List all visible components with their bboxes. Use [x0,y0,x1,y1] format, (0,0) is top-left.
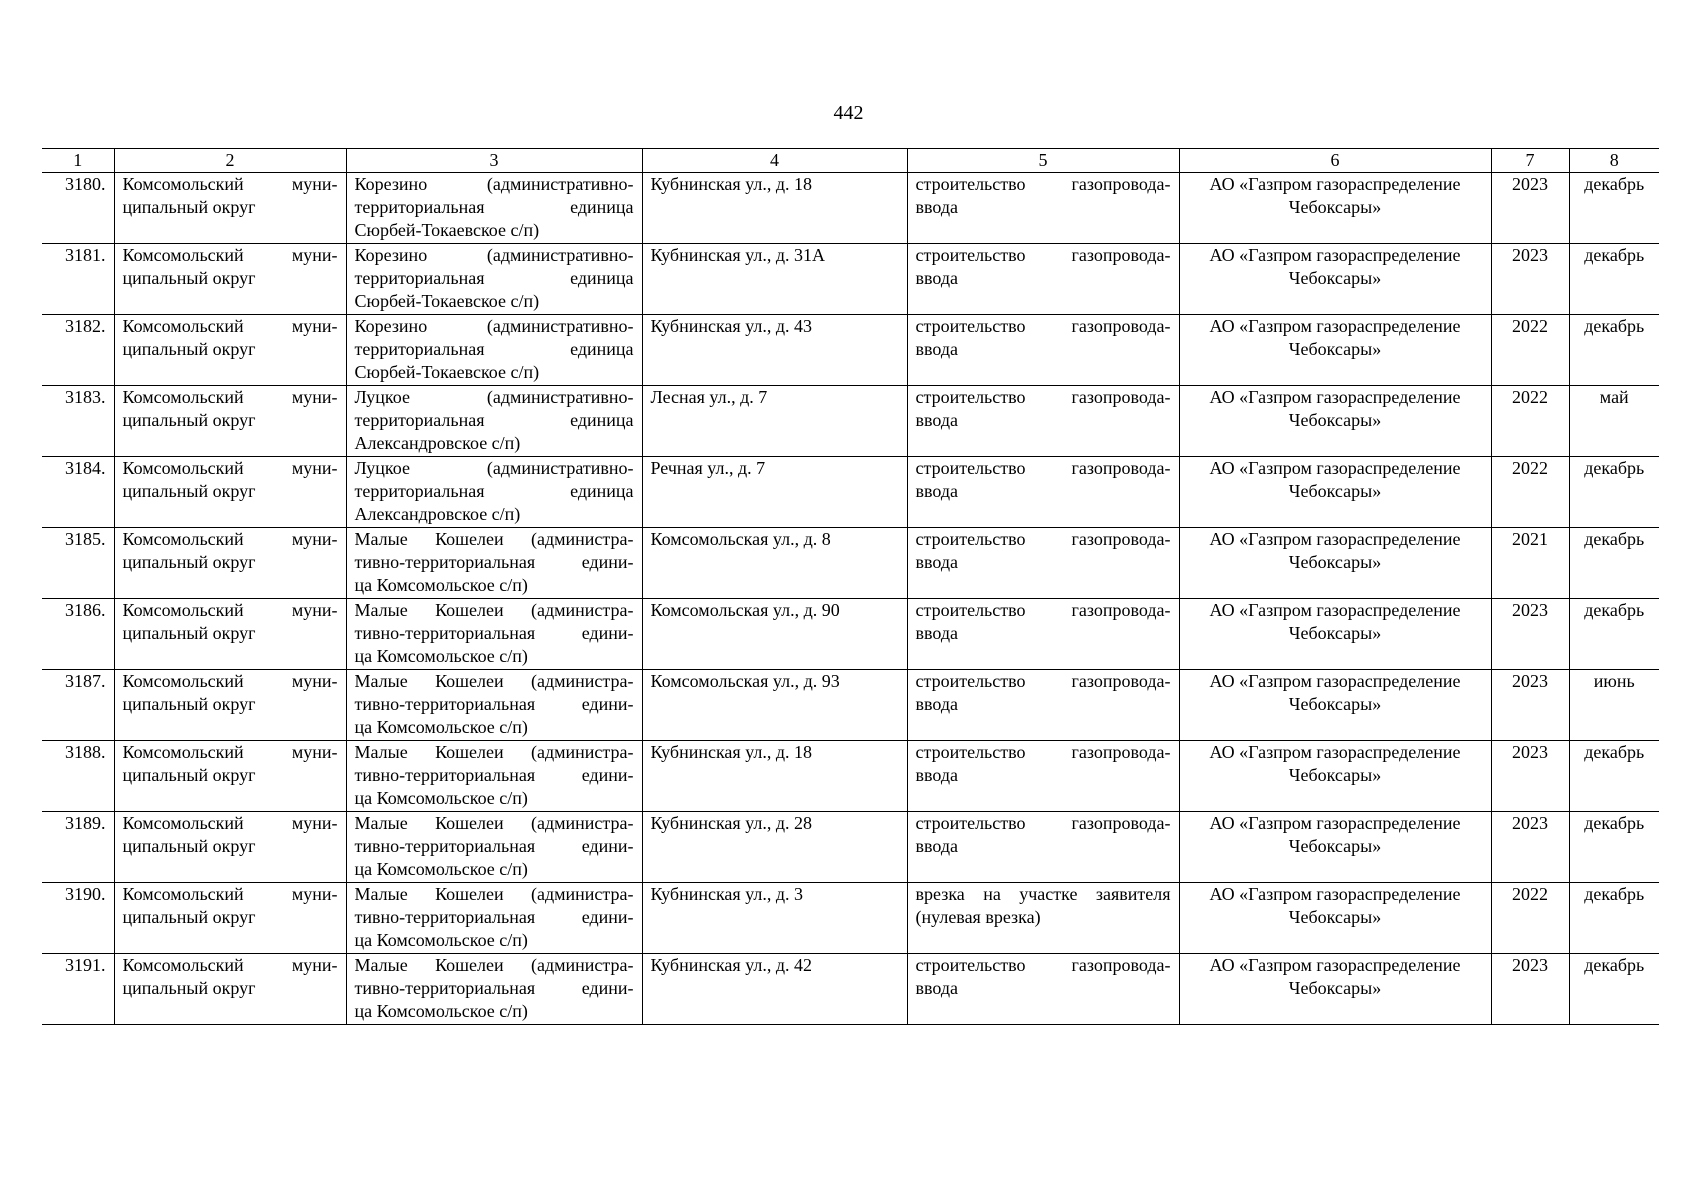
cell-line: ввода [915,694,959,714]
cell-line: территориальная единица [354,339,634,359]
cell-line: АО «Газпром газораспределение [1209,245,1461,265]
cell-line: ца Комсомольское с/п) [354,788,528,808]
column-header: 6 [1179,149,1491,173]
year-cell: 2022 [1491,315,1569,386]
cell-line: Комсомольский муни- [122,458,338,478]
cell-line: Комсомольский муни- [122,387,338,407]
cell-line: АО «Газпром газораспределение [1209,671,1461,691]
row-number: 3186. [42,599,114,670]
table-row [42,457,1659,528]
page-number: 442 [833,102,864,124]
cell-line: ципальный округ [122,836,256,856]
organization-cell [1179,599,1491,670]
work-type-cell [907,315,1179,386]
cell-line: Сюрбей-Токаевское с/п) [354,362,540,382]
column-header: 3 [346,149,642,173]
cell-line: ца Комсомольское с/п) [354,930,528,950]
row-number: 3189. [42,812,114,883]
month-cell: декабрь [1569,173,1659,244]
column-header: 4 [642,149,907,173]
cell-line: территориальная единица [354,410,634,430]
cell-line: АО «Газпром газораспределение [1209,742,1461,762]
cell-line: территориальная единица [354,268,634,288]
cell-line: Сюрбей-Токаевское с/п) [354,220,540,240]
cell-line: Чебоксары» [1288,836,1382,856]
column-header: 2 [114,149,346,173]
gasification-table [42,148,1659,1025]
organization-cell [1179,670,1491,741]
row-number: 3187. [42,670,114,741]
address-cell: Кубнинская ул., д. 18 [642,173,907,244]
work-type-cell [907,812,1179,883]
work-type-cell [907,173,1179,244]
settlement-cell [346,386,642,457]
district-cell [114,954,346,1025]
row-number: 3190. [42,883,114,954]
settlement-cell [346,244,642,315]
table-row [42,244,1659,315]
cell-line: Малые Кошелеи (администра- [354,671,634,691]
year-cell: 2022 [1491,457,1569,528]
month-cell: декабрь [1569,244,1659,315]
organization-cell [1179,883,1491,954]
organization-cell [1179,244,1491,315]
cell-line: Чебоксары» [1288,552,1382,572]
row-number: 3185. [42,528,114,599]
organization-cell [1179,812,1491,883]
cell-line: Комсомольский муни- [122,955,338,975]
cell-line: ца Комсомольское с/п) [354,1001,528,1021]
table-row [42,315,1659,386]
row-number: 3180. [42,173,114,244]
cell-line: ципальный округ [122,978,256,998]
cell-line: ципальный округ [122,552,256,572]
cell-line: Чебоксары» [1288,268,1382,288]
organization-cell [1179,741,1491,812]
cell-line: тивно-территориальная едини- [354,907,634,927]
cell-line: Комсомольский муни- [122,671,338,691]
cell-line: Комсомольский муни- [122,245,338,265]
work-type-cell [907,386,1179,457]
cell-line: ввода [915,552,959,572]
address-cell: Кубнинская ул., д. 28 [642,812,907,883]
year-cell: 2023 [1491,599,1569,670]
cell-line: ца Комсомольское с/п) [354,717,528,737]
cell-line: строительство газопровода- [915,813,1171,833]
cell-line: тивно-территориальная едини- [354,694,634,714]
cell-line: АО «Газпром газораспределение [1209,955,1461,975]
table-row [42,954,1659,1025]
district-cell [114,244,346,315]
table-row [42,173,1659,244]
row-number: 3184. [42,457,114,528]
cell-line: Чебоксары» [1288,694,1382,714]
cell-line: строительство газопровода- [915,671,1171,691]
organization-cell [1179,315,1491,386]
column-header: 7 [1491,149,1569,173]
organization-cell [1179,173,1491,244]
cell-line: ввода [915,197,959,217]
address-cell: Лесная ул., д. 7 [642,386,907,457]
row-number: 3181. [42,244,114,315]
row-number: 3182. [42,315,114,386]
work-type-cell [907,741,1179,812]
cell-line: ввода [915,836,959,856]
settlement-cell [346,599,642,670]
cell-line: ввода [915,339,959,359]
year-cell: 2022 [1491,386,1569,457]
district-cell [114,741,346,812]
cell-line: Александровское с/п) [354,504,521,524]
cell-line: Чебоксары» [1288,197,1382,217]
address-cell: Кубнинская ул., д. 3 [642,883,907,954]
cell-line: ципальный округ [122,197,256,217]
work-type-cell [907,457,1179,528]
cell-line: тивно-территориальная едини- [354,836,634,856]
district-cell [114,599,346,670]
table-row [42,741,1659,812]
year-cell: 2022 [1491,883,1569,954]
cell-line: Комсомольский муни- [122,174,338,194]
column-header: 5 [907,149,1179,173]
year-cell: 2023 [1491,812,1569,883]
cell-line: тивно-территориальная едини- [354,765,634,785]
cell-line: тивно-территориальная едини- [354,623,634,643]
organization-cell [1179,457,1491,528]
cell-line: тивно-территориальная едини- [354,552,634,572]
cell-line: Чебоксары» [1288,410,1382,430]
table-row [42,528,1659,599]
cell-line: Комсомольский муни- [122,884,338,904]
address-cell: Комсомольская ул., д. 93 [642,670,907,741]
cell-line: АО «Газпром газораспределение [1209,458,1461,478]
cell-line: Корезино (административно- [354,316,634,336]
cell-line: АО «Газпром газораспределение [1209,387,1461,407]
cell-line: Луцкое (административно- [354,387,634,407]
address-cell: Речная ул., д. 7 [642,457,907,528]
cell-line: ципальный округ [122,623,256,643]
year-cell: 2023 [1491,741,1569,812]
cell-line: строительство газопровода- [915,600,1171,620]
cell-line: Чебоксары» [1288,481,1382,501]
work-type-cell [907,883,1179,954]
cell-line: ввода [915,765,959,785]
header-row [42,149,1659,173]
column-header: 8 [1569,149,1659,173]
cell-line: ввода [915,481,959,501]
settlement-cell [346,457,642,528]
cell-line: врезка на участке заявителя [915,884,1171,904]
cell-line: (нулевая врезка) [915,907,1041,927]
table-row [42,599,1659,670]
row-number: 3191. [42,954,114,1025]
cell-line: Малые Кошелеи (администра- [354,813,634,833]
district-cell [114,670,346,741]
cell-line: ввода [915,410,959,430]
cell-line: АО «Газпром газораспределение [1209,316,1461,336]
cell-line: территориальная единица [354,481,634,501]
cell-line: Комсомольский муни- [122,813,338,833]
settlement-cell [346,883,642,954]
cell-line: ципальный округ [122,268,256,288]
row-number: 3183. [42,386,114,457]
cell-line: тивно-территориальная едини- [354,978,634,998]
settlement-cell [346,528,642,599]
cell-line: Александровское с/п) [354,433,521,453]
cell-line: АО «Газпром газораспределение [1209,884,1461,904]
cell-line: Малые Кошелеи (администра- [354,600,634,620]
district-cell [114,528,346,599]
settlement-cell [346,954,642,1025]
cell-line: Корезино (административно- [354,245,634,265]
cell-line: АО «Газпром газораспределение [1209,529,1461,549]
cell-line: Малые Кошелеи (администра- [354,955,634,975]
year-cell: 2021 [1491,528,1569,599]
column-header: 1 [42,149,114,173]
cell-line: строительство газопровода- [915,955,1171,975]
month-cell: декабрь [1569,741,1659,812]
table-body [42,173,1659,1025]
cell-line: Комсомольский муни- [122,600,338,620]
row-number: 3188. [42,741,114,812]
address-cell: Кубнинская ул., д. 43 [642,315,907,386]
settlement-cell [346,741,642,812]
cell-line: строительство газопровода- [915,387,1171,407]
district-cell [114,457,346,528]
cell-line: Комсомольский муни- [122,742,338,762]
month-cell: май [1569,386,1659,457]
table-row [42,386,1659,457]
cell-line: строительство газопровода- [915,529,1171,549]
district-cell [114,315,346,386]
cell-line: Чебоксары» [1288,339,1382,359]
cell-line: АО «Газпром газораспределение [1209,600,1461,620]
cell-line: Малые Кошелеи (администра- [354,884,634,904]
year-cell: 2023 [1491,173,1569,244]
cell-line: строительство газопровода- [915,742,1171,762]
cell-line: Луцкое (административно- [354,458,634,478]
table-row [42,883,1659,954]
month-cell: декабрь [1569,812,1659,883]
cell-line: Чебоксары» [1288,907,1382,927]
organization-cell [1179,528,1491,599]
month-cell: декабрь [1569,954,1659,1025]
cell-line: Комсомольский муни- [122,316,338,336]
cell-line: АО «Газпром газораспределение [1209,174,1461,194]
work-type-cell [907,670,1179,741]
month-cell: декабрь [1569,599,1659,670]
work-type-cell [907,954,1179,1025]
address-cell: Кубнинская ул., д. 18 [642,741,907,812]
month-cell: декабрь [1569,457,1659,528]
cell-line: ципальный округ [122,410,256,430]
cell-line: строительство газопровода- [915,458,1171,478]
organization-cell [1179,386,1491,457]
cell-line: Чебоксары» [1288,765,1382,785]
cell-line: Малые Кошелеи (администра- [354,742,634,762]
month-cell: декабрь [1569,883,1659,954]
cell-line: ввода [915,268,959,288]
address-cell: Комсомольская ул., д. 8 [642,528,907,599]
table-row [42,670,1659,741]
month-cell: декабрь [1569,315,1659,386]
cell-line: Чебоксары» [1288,978,1382,998]
address-cell: Кубнинская ул., д. 31А [642,244,907,315]
cell-line: ца Комсомольское с/п) [354,575,528,595]
work-type-cell [907,244,1179,315]
district-cell [114,883,346,954]
cell-line: строительство газопровода- [915,245,1171,265]
district-cell [114,173,346,244]
settlement-cell [346,670,642,741]
cell-line: строительство газопровода- [915,316,1171,336]
cell-line: Корезино (административно- [354,174,634,194]
month-cell: декабрь [1569,528,1659,599]
cell-line: ципальный округ [122,694,256,714]
cell-line: строительство газопровода- [915,174,1171,194]
cell-line: ца Комсомольское с/п) [354,859,528,879]
year-cell: 2023 [1491,244,1569,315]
cell-line: ципальный округ [122,481,256,501]
address-cell: Кубнинская ул., д. 42 [642,954,907,1025]
cell-line: ципальный округ [122,339,256,359]
district-cell [114,812,346,883]
organization-cell [1179,954,1491,1025]
cell-line: ципальный округ [122,907,256,927]
work-type-cell [907,528,1179,599]
settlement-cell [346,315,642,386]
month-cell: июнь [1569,670,1659,741]
cell-line: Малые Кошелеи (администра- [354,529,634,549]
year-cell: 2023 [1491,954,1569,1025]
cell-line: ципальный округ [122,765,256,785]
settlement-cell [346,173,642,244]
cell-line: АО «Газпром газораспределение [1209,813,1461,833]
year-cell: 2023 [1491,670,1569,741]
cell-line: Комсомольский муни- [122,529,338,549]
work-type-cell [907,599,1179,670]
settlement-cell [346,812,642,883]
cell-line: ца Комсомольское с/п) [354,646,528,666]
cell-line: территориальная единица [354,197,634,217]
address-cell: Комсомольская ул., д. 90 [642,599,907,670]
table-row [42,812,1659,883]
cell-line: ввода [915,978,959,998]
cell-line: ввода [915,623,959,643]
cell-line: Чебоксары» [1288,623,1382,643]
district-cell [114,386,346,457]
cell-line: Сюрбей-Токаевское с/п) [354,291,540,311]
